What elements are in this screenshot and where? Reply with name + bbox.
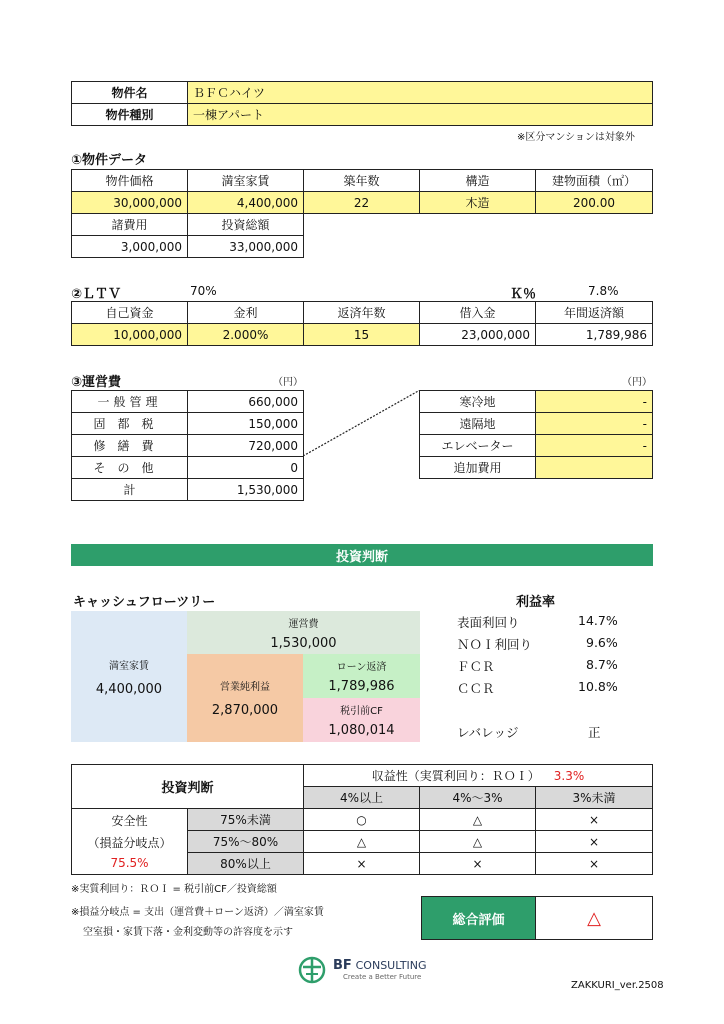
opex-value: 0	[187, 456, 304, 479]
section1-title: ①物件データ	[71, 153, 148, 168]
ltv-value: 70%	[190, 284, 217, 298]
brand-logo	[297, 955, 427, 985]
grid-cell: △	[303, 830, 420, 853]
opex-label: 固都税	[71, 412, 188, 435]
s1-header2: 投資総額	[187, 213, 304, 236]
opex-label: 修繕費	[71, 434, 188, 457]
profit-label: 収益性（実質利回り：ＲＯＩ）	[371, 769, 540, 783]
profit-header	[303, 764, 653, 787]
rent-value[interactable]: 4,400,000	[187, 191, 304, 214]
opex-value: 720,000	[187, 434, 304, 457]
term-value[interactable]: 15	[303, 323, 420, 346]
s2-header: 借入金	[419, 301, 536, 324]
grid-cell: ×	[419, 852, 536, 875]
grid-cell: ×	[535, 830, 653, 853]
safety-value: 75.5%	[110, 856, 149, 870]
cf-opex-label: 運営費	[288, 618, 319, 630]
cf-btcf	[303, 698, 420, 742]
equity-value[interactable]: 10,000,000	[71, 323, 188, 346]
property-type-label: 物件種別	[71, 103, 188, 126]
cf-rent-value: 4,400,000	[95, 681, 163, 697]
ratio-value: 正	[588, 725, 601, 740]
ratio-value: 8.7%	[586, 657, 618, 672]
opex-label: その他	[71, 456, 188, 479]
opex-total-label: 計	[71, 478, 188, 501]
judgment-title: 投資判断	[71, 764, 304, 809]
cf-rent	[71, 611, 187, 742]
note-roi: ※実質利回り：ＲＯＩ = 税引前CF／投資総額	[71, 884, 277, 895]
note-tolerance: 空室損・家賃下落・金利変動等の許容度を示す	[83, 927, 293, 938]
property-type-value[interactable]: 一棟アパート	[187, 103, 653, 126]
structure-value[interactable]: 木造	[419, 191, 536, 214]
s2-header: 年間返済額	[535, 301, 653, 324]
k-label: Ｋ％	[510, 287, 537, 302]
overall-label: 総合評価	[421, 896, 536, 940]
s1-header: 構造	[419, 169, 536, 192]
grid-cell: ×	[535, 852, 653, 875]
row-header: 75%～80%	[187, 830, 304, 853]
expenses-value: 3,000,000	[71, 235, 188, 258]
cf-noi	[187, 654, 303, 742]
annual-payment-value: 1,789,986	[535, 323, 653, 346]
overall-value: △	[535, 896, 653, 940]
cf-noi-label: 営業純利益	[220, 682, 270, 693]
area-value[interactable]: 200.00	[535, 191, 653, 214]
cf-btcf-value: 1,080,014	[328, 723, 395, 738]
s2-header: 自己資金	[71, 301, 188, 324]
opex-label: 一般管理	[71, 390, 188, 413]
grid-cell: △	[419, 808, 536, 831]
safety-sublabel: （損益分岐点）	[87, 836, 172, 850]
version-label: ZAKKURI_ver.2508	[571, 980, 664, 991]
row-header: 80%以上	[187, 852, 304, 875]
s1-header: 建物面積（㎡）	[535, 169, 653, 192]
s1-header: 物件価格	[71, 169, 188, 192]
col-header: 4%～3%	[419, 786, 536, 809]
property-note: ※区分マンションは対象外	[517, 132, 635, 143]
extra-value[interactable]	[535, 456, 653, 479]
extra-label: 寒冷地	[419, 390, 536, 413]
opex-value: 660,000	[187, 390, 304, 413]
loan-value: 23,000,000	[419, 323, 536, 346]
interest-value[interactable]: 2.000%	[187, 323, 304, 346]
col-header: 3%未満	[535, 786, 653, 809]
profit-value: 3.3%	[553, 768, 585, 783]
cf-loan-value: 1,789,986	[328, 679, 395, 694]
extra-value[interactable]: -	[535, 390, 653, 413]
cf-rent-label: 満室家賃	[109, 660, 149, 672]
s2-header: 金利	[187, 301, 304, 324]
property-name-value[interactable]: ＢＦＣハイツ	[187, 81, 653, 104]
extra-value[interactable]: -	[535, 434, 653, 457]
cf-btcf-label: 税引前CF	[340, 706, 383, 717]
unit-left: （円）	[273, 377, 303, 388]
col-header: 4%以上	[303, 786, 420, 809]
note-breakeven: ※損益分岐点 = 支出（運営費＋ローン返済）／満室家賃	[71, 907, 324, 918]
grid-cell: △	[419, 830, 536, 853]
cf-loan-label: ローン返済	[336, 662, 387, 673]
age-value[interactable]: 22	[303, 191, 420, 214]
s2-header: 返済年数	[303, 301, 420, 324]
ratio-label: 表面利回り	[457, 615, 520, 630]
section2-title: ②ＬＴＶ	[71, 287, 122, 302]
ratios-title: 利益率	[516, 595, 556, 610]
grid-cell: ×	[303, 852, 420, 875]
price-value[interactable]: 30,000,000	[71, 191, 188, 214]
extra-label: 遠隔地	[419, 412, 536, 435]
judgment-banner: 投資判断	[71, 544, 653, 566]
ratio-label: ＦＣＲ	[457, 659, 495, 674]
total-investment-value: 33,000,000	[187, 235, 304, 258]
brand-tagline: Create a Better Future	[343, 973, 422, 981]
extra-label: 追加費用	[419, 456, 536, 479]
cf-noi-value: 2,870,000	[211, 703, 279, 718]
opex-value: 150,000	[187, 412, 304, 435]
s1-header: 満室家賃	[187, 169, 304, 192]
connector-lines	[303, 390, 420, 457]
s1-header: 築年数	[303, 169, 420, 192]
grid-cell: ○	[303, 808, 420, 831]
k-value: 7.8%	[588, 284, 619, 298]
unit-right: （円）	[622, 377, 652, 388]
section3-title: ③運営費	[71, 375, 122, 390]
cf-opex	[187, 611, 420, 654]
extra-value[interactable]: -	[535, 412, 653, 435]
leaf-logo-icon	[297, 955, 327, 985]
cf-opex-value: 1,530,000	[270, 635, 337, 651]
brand-consulting: CONSULTING	[355, 959, 427, 972]
opex-total-value: 1,530,000	[187, 478, 304, 501]
row-header: 75%未満	[187, 808, 304, 831]
ratio-value: 14.7%	[578, 613, 618, 628]
ratio-label: ＮＯＩ利回り	[457, 637, 533, 652]
cf-loan	[303, 654, 420, 698]
grid-cell: ×	[535, 808, 653, 831]
safety-cell	[71, 808, 188, 875]
brand-bf: BF	[333, 958, 352, 973]
extra-label: エレベーター	[419, 434, 536, 457]
ratio-label: レバレッジ	[457, 725, 519, 740]
property-name-label: 物件名	[71, 81, 188, 104]
safety-label: 安全性	[111, 814, 148, 828]
s1-header2: 諸費用	[71, 213, 188, 236]
cashflow-title: キャッシュフローツリー	[73, 595, 216, 610]
ratio-value: 9.6%	[586, 635, 618, 650]
ratio-value: 10.8%	[578, 679, 618, 694]
ratio-label: ＣＣＲ	[457, 681, 495, 696]
